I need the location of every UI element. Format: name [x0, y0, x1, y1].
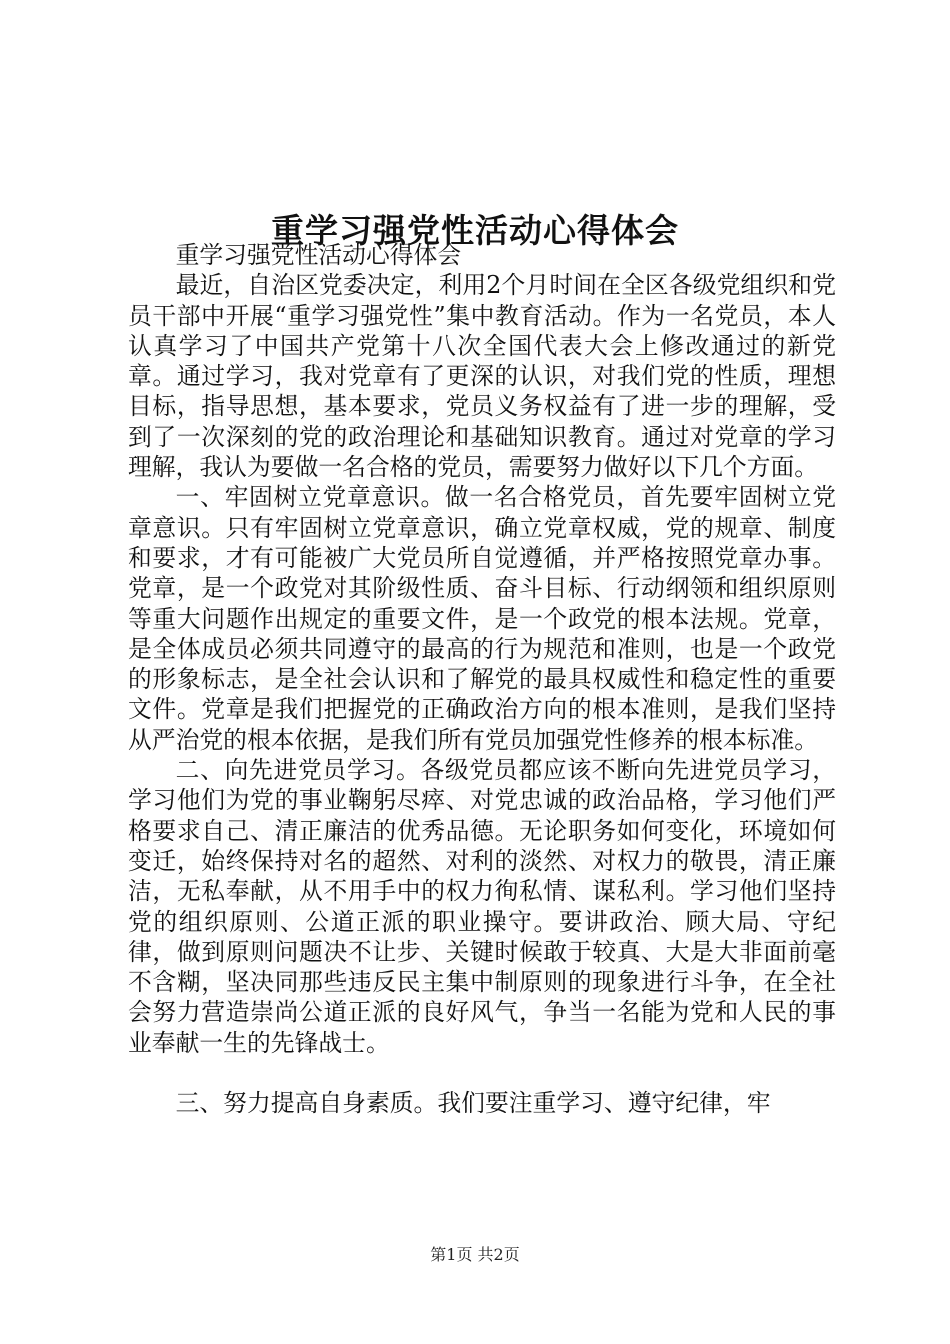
paragraph-section-3: 三、努力提高自身素质。我们要注重学习、遵守纪律，牢 — [175, 1089, 771, 1118]
document-title: 重学习强党性活动心得体会 — [271, 211, 679, 251]
page-number-indicator: 第1页 共2页 — [430, 1245, 520, 1264]
paragraph-section-2: 二、向先进党员学习。各级党员都应该不断向先进党员学习，学习他们为党的事业鞠躬尽瘁、对党忠诚的政治品格，学习他们严格要求自己、清正廉洁的优秀品德。无论职务如何变化，环境如何变迁，始终保持对名的超然、对利的淡然、对权力的敬畏，清正廉洁，无私奉献，从不用手中的权力徇私情、谋私利。学习他们坚持党的组织原则、公道正派的职业操守。要讲政治、顾大局、守纪律，做到原则问题决不让步、关键时候敢于较真、大是大非面前毫不含糊，坚决同那些违反民主集中制原则的现象进行斗争，在全社会努力营造崇尚公道正派的良好风气，争当一名能为党和人民的事业奉献一生的先锋战士。 — [128, 756, 836, 1057]
paragraph-subtitle: 重学习强党性活动心得体会 — [175, 241, 462, 269]
paragraph-intro: 最近，自治区党委决定，利用2个月时间在全区各级党组织和党员干部中开展“重学习强党性”集中教育活动。作为一名党员，本人认真学习了中国共产党第十八次全国代表大会上修改通过的新党章。通过学习，我对党章有了更深的认识，对我们党的性质，理想目标，指导思想，基本要求，党员义务权益有了进一步的理解，受到了一次深刻的党的政治理论和基础知识教育。通过对党章的学习理解，我认为要做一名合格的党员，需要努力做好以下几个方面。 — [128, 271, 836, 482]
paragraph-section-1: 一、牢固树立党章意识。做一名合格党员，首先要牢固树立党章意识。只有牢固树立党章意识，确立党章权威，党的规章、制度和要求，才有可能被广大党员所自觉遵循，并严格按照党章办事。党章，是一个政党对其阶级性质、奋斗目标、行动纲领和组织原则等重大问题作出规定的重要文件，是一个政党的根本法规。党章，是全体成员必须共同遵守的最高的行为规范和准则，也是一个政党的形象标志，是全社会认识和了解党的最具权威性和稳定性的重要文件。党章是我们把握党的正确政治方向的根本准则，是我们坚持从严治党的根本依据，是我们所有党员加强党性修养的根本标准。 — [128, 483, 836, 754]
document-body — [128, 240, 836, 1118]
